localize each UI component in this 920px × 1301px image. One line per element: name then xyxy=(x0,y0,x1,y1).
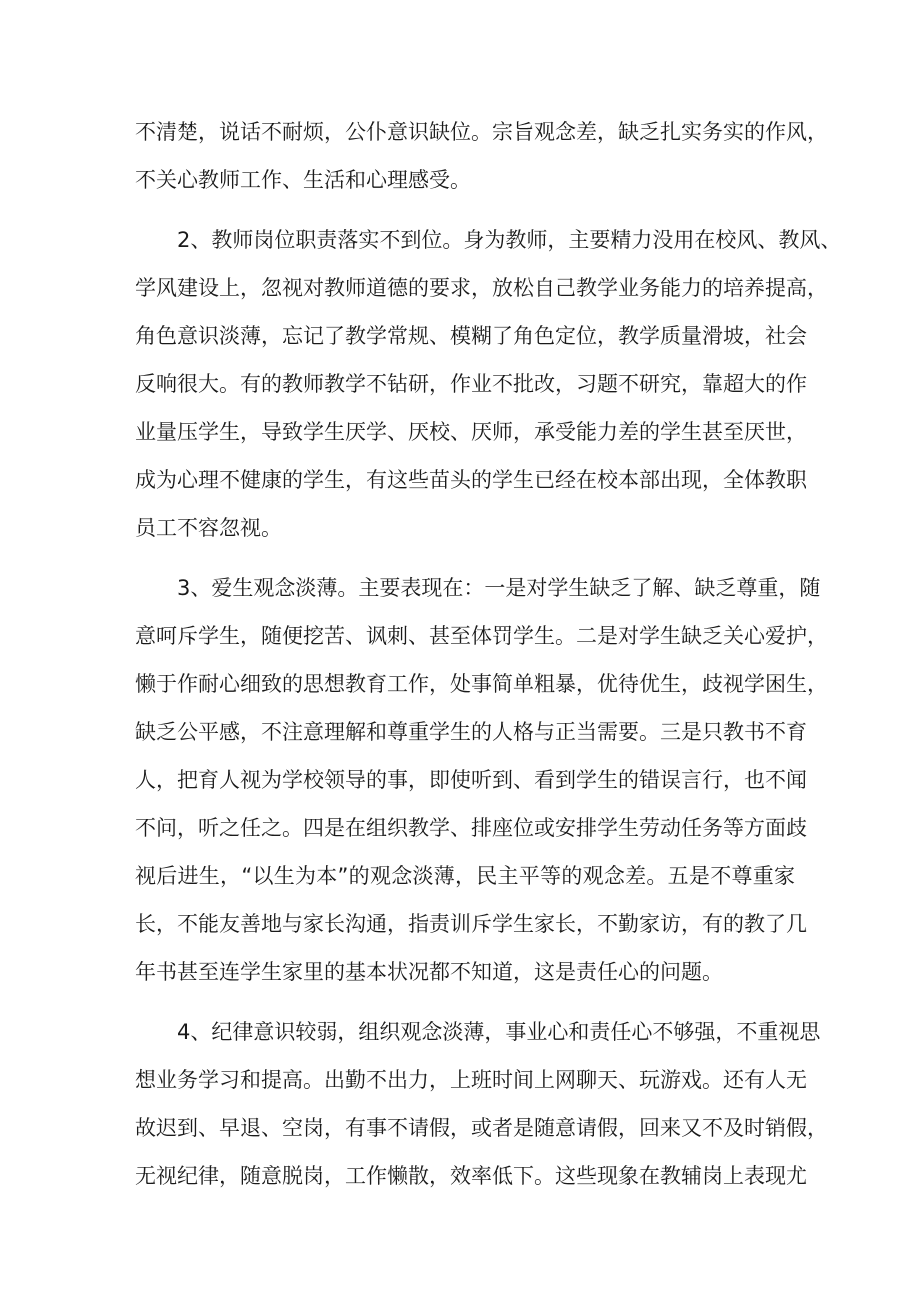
paragraph-item-4 xyxy=(135,1008,828,1200)
text-line: 故迟到、早退、空岗，有事不请假，或者是随意请假，回来又不及时销假， xyxy=(135,1116,828,1140)
text-line: 人，把育人视为学校领导的事，即使听到、看到学生的错误言行，也不闻 xyxy=(135,768,807,792)
text-line: 无视纪律，随意脱岗，工作懒散，效率低下。这些现象在教辅岗上表现尤 xyxy=(135,1164,807,1188)
text-line: 不关心教师工作、生活和心理感受。 xyxy=(135,168,471,192)
text-line: 业量压学生，导致学生厌学、厌校、厌师，承受能力差的学生甚至厌世， xyxy=(135,420,807,444)
text-line: 意呵斥学生，随便挖苦、讽刺、甚至体罚学生。二是对学生缺乏关心爱护， xyxy=(135,624,828,648)
text-line: 4、纪律意识较弱，组织观念淡薄，事业心和责任心不够强，不重视思 xyxy=(177,1020,821,1044)
text-line: 员工不容忽视。 xyxy=(135,516,282,540)
text-line: 懒于作耐心细致的思想教育工作，处事简单粗暴，优待优生，歧视学困生， xyxy=(135,672,828,696)
paragraph-item-3 xyxy=(135,564,828,996)
text-line: 视后进生，“以生为本”的观念淡薄，民主平等的观念差。五是不尊重家 xyxy=(135,864,795,888)
text-line: 角色意识淡薄，忘记了教学常规、模糊了角色定位，教学质量滑坡，社会 xyxy=(135,324,807,348)
text-line: 长，不能友善地与家长沟通，指责训斥学生家长，不勤家访，有的教了几 xyxy=(135,912,807,936)
text-line: 2、教师岗位职责落实不到位。身为教师，主要精力没用在校风、教风、 xyxy=(177,228,842,252)
text-line: 年书甚至连学生家里的基本状况都不知道，这是责任心的问题。 xyxy=(135,960,723,984)
text-line: 学风建设上，忽视对教师道德的要求，放松自己教学业务能力的培养提高， xyxy=(135,276,828,300)
text-line: 想业务学习和提高。出勤不出力，上班时间上网聊天、玩游戏。还有人无 xyxy=(135,1068,807,1092)
text-line: 不清楚，说话不耐烦，公仆意识缺位。宗旨观念差，缺乏扎实务实的作风， xyxy=(135,120,828,144)
paragraph-continued xyxy=(135,108,828,204)
paragraph-item-2 xyxy=(135,216,842,552)
text-line: 缺乏公平感，不注意理解和尊重学生的人格与正当需要。三是只教书不育 xyxy=(135,720,807,744)
text-line: 3、爱生观念淡薄。主要表现在：一是对学生缺乏了解、缺乏尊重，随 xyxy=(177,576,821,600)
text-line: 不问，听之任之。四是在组织教学、排座位或安排学生劳动任务等方面歧 xyxy=(135,816,807,840)
document-body xyxy=(135,108,842,1212)
text-line: 成为心理不健康的学生，有这些苗头的学生已经在校本部出现，全体教职 xyxy=(135,468,807,492)
text-line: 反响很大。有的教师教学不钻研，作业不批改，习题不研究，靠超大的作 xyxy=(135,372,807,396)
